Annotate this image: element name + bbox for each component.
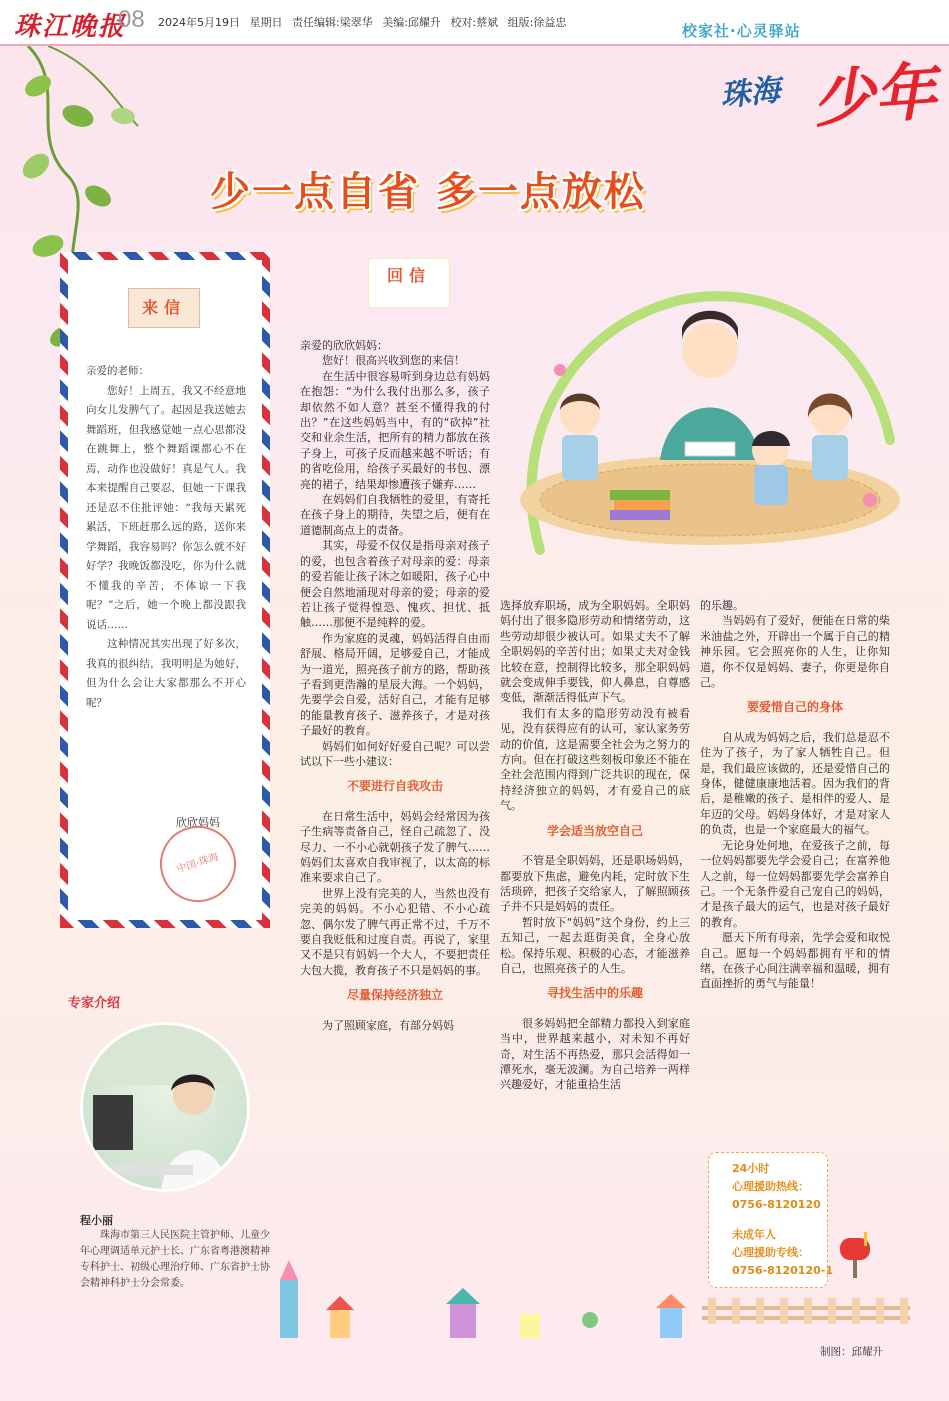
reply-paragraph: 您好！很高兴收到您的来信！: [322, 354, 465, 368]
illustration-credit: 制图：邱耀升: [820, 1346, 883, 1358]
art-editor: 美编:邱耀升: [382, 16, 441, 29]
hotline-label: 心理援助热线：: [732, 1180, 809, 1193]
mailbox-icon: [836, 1232, 876, 1278]
reply-paragraph: 在日常生活中，妈妈会经常因为孩子生病等责备自己，怪自己疏忽了、没尽力、一不小心就朝孩子发了脾气……妈妈们太喜欢自我审视了，以太高的标准来要求自己了。: [300, 809, 490, 885]
postmark-stamp: 中国·珠海: [150, 816, 246, 912]
reply-paragraph: 愿天下所有母亲，先学会爱和取悦自己。愿每一个妈妈都拥有平和的情绪，在孩子心间注满幸福和温暖，拥有直面挫折的勇气与能量！: [700, 931, 890, 991]
section-name: 校家社·心灵驿站: [682, 22, 801, 40]
reply-paragraph: 为了照顾家庭，有部分妈妈: [322, 1018, 454, 1032]
town-decoration-icon: [270, 1260, 710, 1340]
layout-editor: 组版:徐益忠: [507, 16, 567, 29]
letter-paragraph: 这种情况其实出现了好多次，我真的很纠结，我明明是为她好，但为什么会让大家都那么不开心呢？: [86, 638, 246, 709]
reply-paragraph: 我们有太多的隐形劳动没有被看见，没有获得应有的认可，家认家务劳动的价值，这是需要全社会为之努力的方向。但在打破这些刻板印象还不能在全社会范围内得到广泛共识的现在，保持经济独立的妈妈，才有爱自己的底气。: [500, 706, 690, 813]
reply-paragraph: 无论身处何地，在爱孩子之前，每一位妈妈都要先学会爱自己；在富养他人之前，每一位妈妈都要先学会富养自己。一个无条件爱自己宠自己的妈妈，才是孩子最大的运气，也是对孩子最好的教育。: [700, 838, 890, 929]
column-brand: [720, 54, 940, 144]
reply-paragraph: 的乐趣。: [700, 599, 744, 612]
brand-city: 珠海: [718, 72, 783, 115]
reply-column-3: [700, 598, 890, 992]
hotline-label: 未成年人: [732, 1228, 776, 1241]
reply-paragraph: 很多妈妈把全部精力都投入到家庭当中，世界越来越小，对未知不再好奇，对生活不再热爱，那只会活得如一潭死水，毫无波澜。为自己培养一两样兴趣爱好，才能重拾生活: [500, 1016, 690, 1092]
expert-name: 程小丽: [80, 1214, 113, 1227]
hotline-number: 0756-8120120-1: [732, 1264, 833, 1277]
hotline-number: 0756-8120120: [732, 1198, 821, 1211]
expert-portrait-icon: [83, 1025, 250, 1192]
expert-bio: 珠海市第三人民医院主管护师、儿童少年心理调适单元护士长、广东省粤港澳精神专科护士、初级心理治疗师、广东省护士协会精神科护士分会常委。: [80, 1230, 270, 1289]
letter-box: [60, 252, 270, 928]
reply-paragraph: 在妈妈们自我牺牲的爱里，有寄托在孩子身上的期待，失望之后，便有在道德制高点上的责备。: [300, 493, 490, 537]
fence-decoration-icon: [702, 1296, 910, 1324]
reply-paragraph: 不管是全职妈妈，还是职场妈妈，都要放下焦虑，避免内耗，定时放下生活琐碎，把孩子交给家人，了解照顾孩子并不只是妈妈的责任。: [500, 854, 690, 914]
reply-paragraph: 暂时放下“妈妈”这个身份，约上三五知己，一起去逛街美食，全身心放松。保持乐观、积极的心态，才能滋养自己，也照亮孩子的人生。: [500, 915, 690, 975]
article-title: 少一点自省 多一点放松: [210, 169, 646, 215]
page-header: [0, 0, 949, 46]
reply-column-1: [300, 338, 490, 1033]
editor: 责任编辑:梁翠华: [292, 16, 373, 29]
reply-paragraph: 其实，母爱不仅仅是指母亲对孩子的爱，也包含着孩子对母亲的爱：母亲的爱若能让孩子沐之如暖阳，孩子心中便会自然地涌现对母亲的爱；母亲的爱若让孩子觉得惶恐、愧疚、担忧、抵触……那便不是纯粹的爱。: [300, 539, 490, 630]
letter-body: [86, 362, 246, 713]
hotline-label: 心理援助专线：: [732, 1246, 809, 1259]
subheading: 不要进行自我攻击: [346, 779, 443, 794]
date: 2024年5月19日: [158, 16, 240, 29]
weekday: 星期日: [249, 16, 283, 29]
subheading: 尽量保持经济独立: [346, 988, 443, 1003]
masthead: 珠江晚报: [14, 12, 127, 42]
brand-big: 少年: [809, 54, 939, 137]
header-meta: [158, 14, 566, 30]
hotline-label: 24小时: [732, 1162, 770, 1175]
reply-paragraph: 在生活中很容易听到身边总有妈妈在抱怨：“为什么我付出那么多，孩子却依然不如人意？甚至不懂得我的付出？”在这些妈妈当中，有的“砍掉”社交和业余生活，把所有的精力都放在孩子身上，可孩子反而越来越不听话；有的省吃俭用，给孩子买最好的书包、漂亮的裙子，结果却惨遭孩子嫌弃……: [300, 369, 490, 491]
page-number: 08: [118, 6, 145, 33]
reply-paragraph: 妈妈们如何好好爱自己呢？可以尝试以下一些小建议：: [300, 739, 490, 768]
subheading: 学会适当放空自己: [546, 823, 643, 838]
reply-paragraph: 作为家庭的灵魂，妈妈活得自由而舒展、格局开阔，足够爱自己，才能成为一道光，照亮孩子前方的路，帮助孩子看到更浩瀚的星辰大海。一个妈妈，先要学会自爱，活好自己，才能有足够的能量教育孩子、滋养孩子，才是对孩子最好的教育。: [300, 631, 490, 738]
subheading: 寻找生活中的乐趣: [546, 986, 643, 1001]
expert-photo: [80, 1022, 250, 1192]
proofreader: 校对:蔡斌: [450, 16, 499, 29]
expert-tag: 专家介绍: [68, 996, 121, 1011]
reply-paragraph: 选择放弃职场，成为全职妈妈。全职妈妈付出了很多隐形劳动和情绪劳动，这些劳动却很少被认可。如果丈夫不了解全职妈妈的辛苦付出；如果丈夫对金钱比较在意，控制得比较多，那全职妈妈就会变成伸手要钱，仰人鼻息，自尊感变低，渐渐活得低声下气。: [500, 599, 690, 705]
letter-signature: 欣欣妈妈: [176, 816, 220, 829]
reply-tag: 回信: [368, 258, 450, 308]
letter-tag: 来信: [128, 288, 200, 328]
letter-salutation: 亲爱的老师：: [86, 365, 149, 377]
reply-column-2: [500, 598, 690, 1093]
reply-paragraph: 世界上没有完美的人，当然也没有完美的妈妈。不小心犯错、不小心疏忽、偶尔发了脾气再正常不过，千万不要自我贬低和过度自责。再说了，家里又不是只有妈妈一个大人，不要把责任大包大揽，教育孩子不只是妈妈的事。: [300, 886, 490, 977]
mother-children-illustration: [500, 250, 920, 590]
reply-paragraph: 自从成为妈妈之后，我们总是忍不住为了孩子，为了家人牺牲自己。但是，我们最应该做的，还是爱惜自己的身体，健健康康地活着。因为我们的背后，是稚嫩的孩子、是相伴的爱人、是年迈的父母。妈妈身体好，才是对家人的负责，也是一个家庭最大的福气。: [700, 730, 890, 837]
letter-paragraph: 您好！上周五，我又不经意地向女儿发脾气了。起因是我送她去舞蹈班，但我感觉她一点心思都没在跳舞上，整个舞蹈课都心不在焉，动作也没做好！真是气人。我本来提醒自己要忍，但她一下课我还是忍不住批评她：“我每天累死累活，下班赶那么远的路，送你来学舞蹈，我容易吗？你怎么就不好好学？我晚饭都没吃，你为什么就不懂我的辛苦，不体谅一下我呢？”之后，她一个晚上都没跟我说话……: [86, 384, 246, 631]
reply-paragraph: 当妈妈有了爱好，便能在日常的柴米油盐之外，开辟出一个属于自己的精神乐园。它会照亮你的人生，让你知道，你不仅是妈妈、妻子，你更是你自己。: [700, 614, 890, 690]
reply-salutation: 亲爱的欣欣妈妈：: [300, 339, 388, 352]
subheading: 要爱惜自己的身体: [746, 700, 843, 715]
hotline-box: [708, 1140, 868, 1290]
